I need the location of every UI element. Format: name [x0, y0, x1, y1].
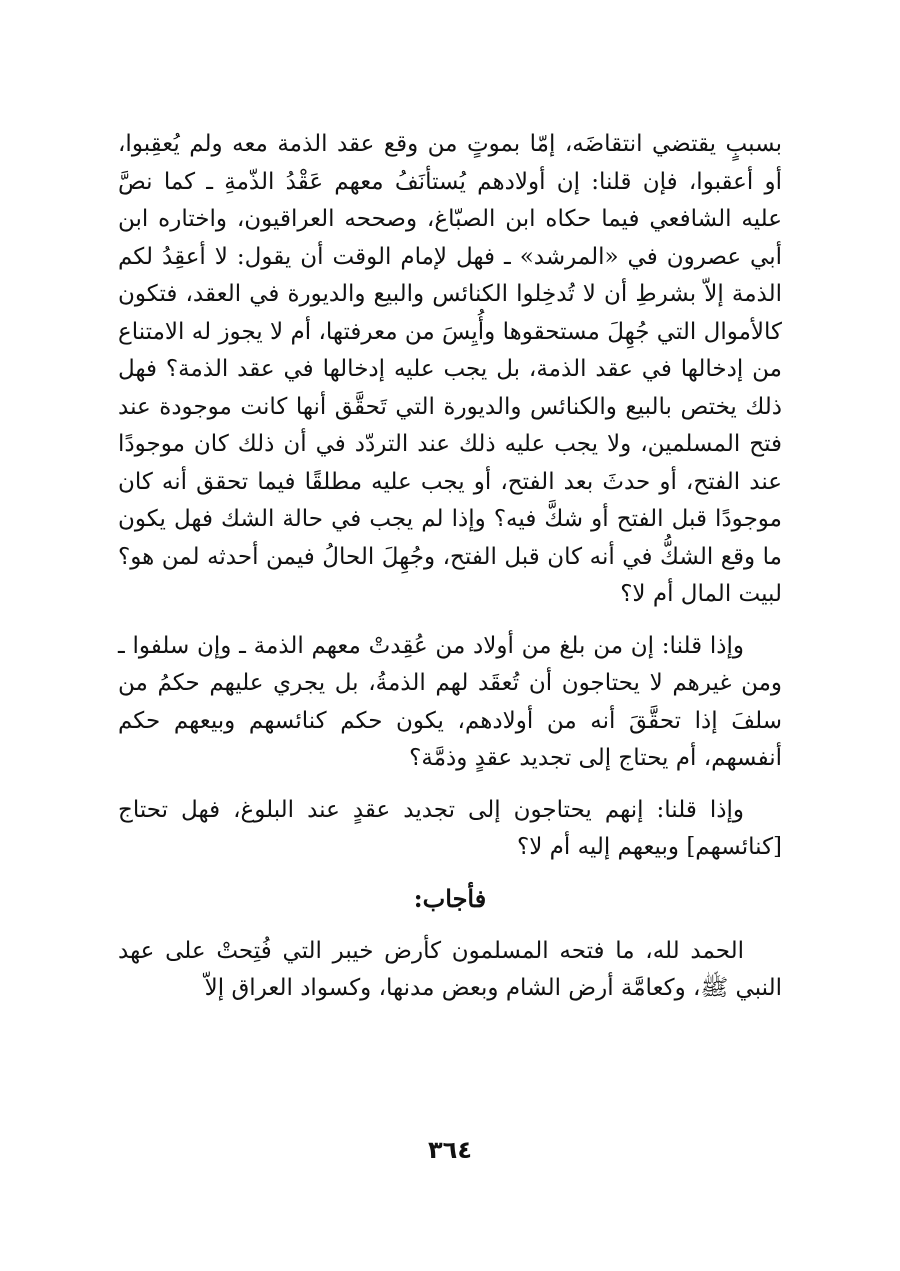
page-number: ٣٦٤: [428, 1136, 472, 1164]
question-paragraph-3: وإذا قلنا: إنهم يحتاجون إلى تجديد عقدٍ عند البلوغ، فهل تحتاج [كنائسهم] وبيعهم إليه أم لا؟: [118, 796, 782, 860]
answer-paragraph: الحمد لله، ما فتحه المسلمون كأرض خيبر التي فُتِحتْ على عهد النبي ﷺ، وكعامَّة أرض الشام وبعض مدنها، وكسواد العراق إلاّ: [118, 937, 782, 1001]
answer-heading: فأجاب:: [413, 883, 487, 913]
question-paragraph-1: بسببٍ يقتضي انتقاضَه، إمّا بموتٍ من وقع عقد الذمة معه ولم يُعقِبوا، أو أعقبوا، فإن قلنا: إن أولادهم يُستأنَفُ معهم عَقْدُ الذّمةِ ـ كما نصَّ عليه الشافعي فيما حكاه ابن الصبّاغ، وصححه العراقيون، واختاره ابن أبي عصرون في «المرشد» ـ فهل لإمام الوقت أن يقول: لا أعقِدُ لكم الذمة إلاّ بشرطِ أن لا تُدخِلوا الكنائس والبيع والديورة في العقد، فتكون كالأموال التي جُهِلَ مستحقوها وأُيِسَ من معرفتها، أم لا يجوز له الامتناع من إدخالها في عقد الذمة، بل يجب عليه إدخالها في عقد الذمة؟ فهل ذلك يختص بالبيع والكنائس والديورة التي تَحقَّق أنها كانت موجودة عند فتح المسلمين، ولا يجب عليه ذلك عند التردّد في أن ذلك كان موجودًا عند الفتح، أو حدثَ بعد الفتح، أو يجب عليه مطلقًا فيما تحقق أنه كان موجودًا قبل الفتح أو شكَّ فيه؟ وإذا لم يجب في حالة الشك فهل يكون ما وقع الشكُّ في أنه كان قبل الفتح، وجُهِلَ الحالُ فيمن أحدثه لمن هو؟ لبيت المال أم لا؟: [118, 131, 782, 607]
page-body: [118, 126, 782, 1008]
question-paragraph-2: وإذا قلنا: إن من بلغ من أولاد من عُقِدتْ معهم الذمة ـ وإن سلفوا ـ ومن غيرهم لا يحتاجون أن تُعقَد لهم الذمةُ، بل يجري عليهم حكمُ من سلفَ إذا تحقَّقَ أنه من أولادهم، يكون حكم كنائسهم وبيعهم حكم أنفسهم، أم يحتاج إلى تجديد عقدٍ وذمَّة؟: [118, 632, 782, 771]
